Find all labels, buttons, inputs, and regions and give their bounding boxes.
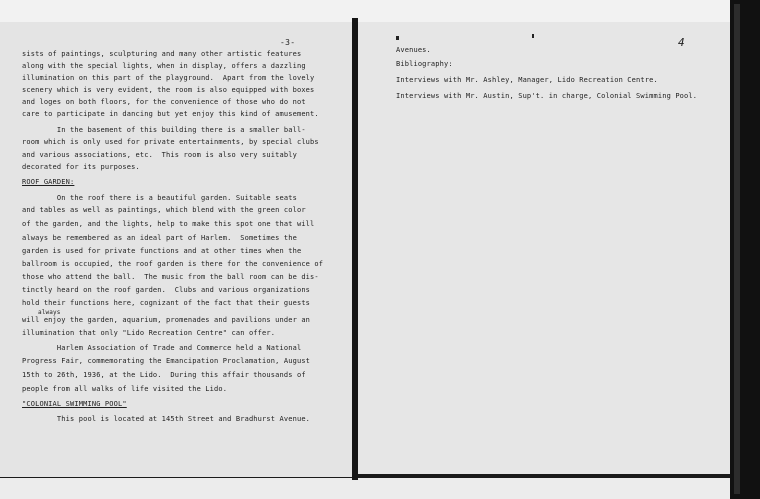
text-line: sists of paintings, sculpturing and many other artistic features: [22, 50, 302, 58]
scan-right-border-inner: [734, 4, 740, 494]
text-line: scenery which is very evident, the room is also equipped with boxes: [22, 86, 315, 94]
text-line: people from all walks of life visited the Lido.: [22, 385, 228, 393]
text-line: tinctly heard on the roof garden. Clubs and various organizations: [22, 286, 311, 294]
text-line: Avenues.: [396, 46, 431, 54]
text-line: ballroom is occupied, the roof garden is there for the convenience of: [22, 260, 324, 268]
text-line: hold their functions here, cognizant of the fact that their guests: [22, 299, 311, 307]
left-page: [0, 22, 352, 477]
page-number: 4: [678, 36, 685, 49]
bibliography-entry: Interviews with Mr. Austin, Sup't. in charge, Colonial Swimming Pool.: [396, 92, 698, 100]
text-line: In the basement of this building there is a smaller ball-: [22, 126, 306, 134]
text-line: On the roof there is a beautiful garden. Suitable seats: [22, 194, 297, 202]
paper-mark: [532, 34, 534, 38]
section-heading: ROOF GARDEN:: [22, 178, 75, 186]
text-line: decorated for its purposes.: [22, 163, 140, 171]
text-line: illumination on this part of the playground. Apart from the lovely: [22, 74, 315, 82]
text-line: always be remembered as an ideal part of Harlem. Sometimes the: [22, 234, 297, 242]
text-line: along with the special lights, when in display, offers a dazzling: [22, 62, 306, 70]
right-page: [358, 22, 730, 474]
text-line: those who attend the ball. The music from the ball room can be dis-: [22, 273, 319, 281]
scan-top-border: [0, 0, 760, 22]
text-line: room which is only used for private entertainments, by special clubs: [22, 138, 319, 146]
text-line: This pool is located at 145th Street and Bradhurst Avenue.: [22, 415, 311, 423]
section-heading: "COLONIAL SWIMMING POOL": [22, 400, 127, 408]
bibliography-entry: Interviews with Mr. Ashley, Manager, Lido Recreation Centre.: [396, 76, 658, 84]
text-line: care to participate in dancing but yet enjoy this kind of amusement.: [22, 110, 319, 118]
text-line: illumination that only "Lido Recreation Centre" can offer.: [22, 329, 276, 337]
text-line: Progress Fair, commemorating the Emancipation Proclamation, August: [22, 357, 311, 365]
interlinear-insertion: always: [38, 309, 61, 316]
text-line: and various associations, etc. This room is also very suitably: [22, 151, 297, 159]
text-line: will enjoy the garden, aquarium, promenades and pavilions under an: [22, 316, 311, 324]
scan-bottom-border: [0, 478, 760, 499]
text-line: of the garden, and the lights, help to make this spot one that will: [22, 220, 315, 228]
text-line: and loges on both floors, for the convenience of those who do not: [22, 98, 306, 106]
text-line: 15th to 26th, 1936, at the Lido. During this affair thousands of: [22, 371, 306, 379]
bibliography-heading: Bibliography:: [396, 60, 453, 68]
text-line: and tables as well as paintings, which blend with the green color: [22, 206, 306, 214]
page-number: -3-: [280, 38, 296, 47]
text-line: Harlem Association of Trade and Commerce held a National: [22, 344, 302, 352]
paper-mark: [396, 36, 399, 40]
text-line: garden is used for private functions and at other times when the: [22, 247, 302, 255]
